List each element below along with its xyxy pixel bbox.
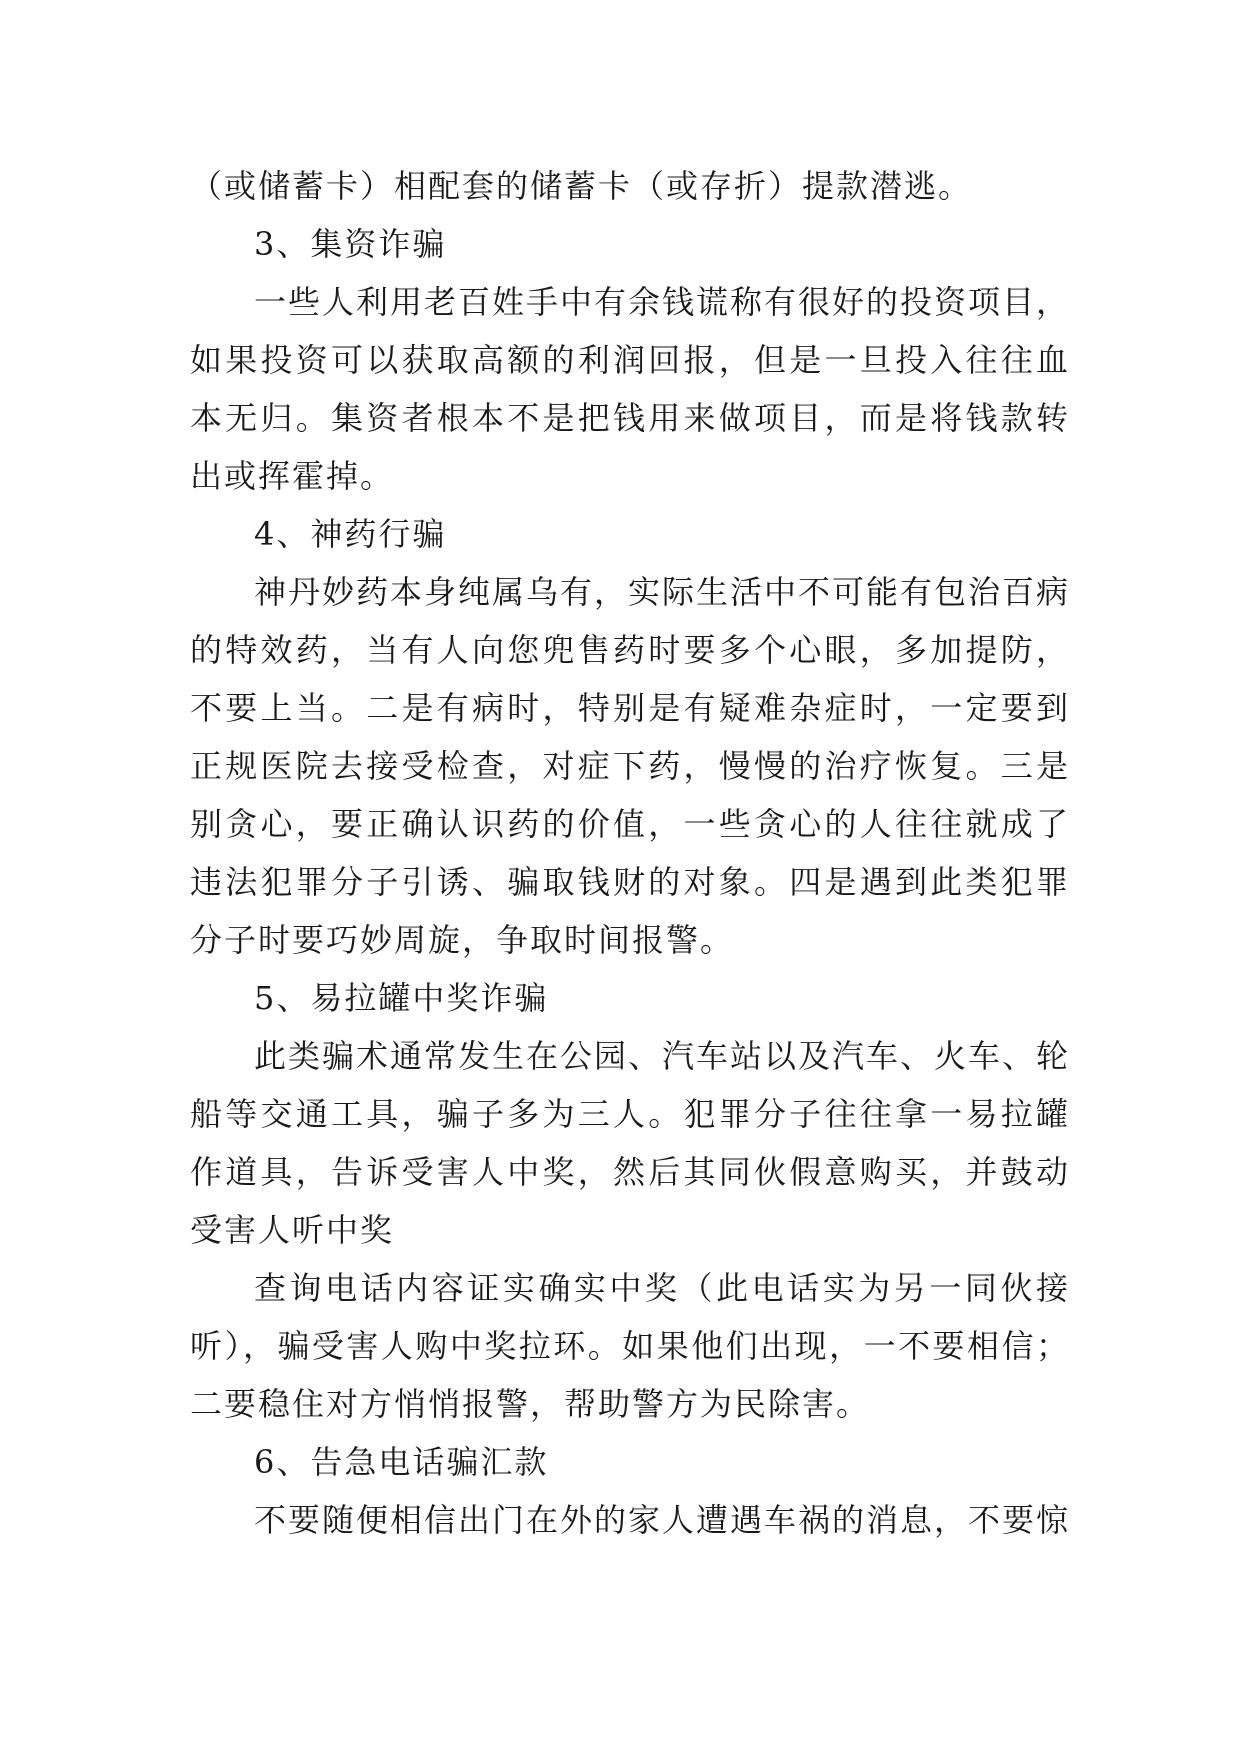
paragraph-can-prize-verification: 查询电话内容证实确实中奖（此电话实为另一同伙接听），骗受害人购中奖拉环。如果他们出现，一不要相信；二要稳住对方悄悄报警，帮助警方为民除害。 <box>190 1269 1070 1423</box>
paragraph-emergency-call-fraud: 不要随便相信出门在外的家人遭遇车祸的消息，不要惊 <box>254 1501 1071 1539</box>
section-heading-5: 5、易拉罐中奖诈骗 <box>254 979 549 1017</box>
section-heading-4: 4、神药行骗 <box>254 515 447 553</box>
section-heading-3: 3、集资诈骗 <box>254 225 447 263</box>
paragraph-continuation: （或储蓄卡）相配套的储蓄卡（或存折）提款潜逃。 <box>190 167 973 205</box>
paragraph-miracle-drug-fraud: 神丹妙药本身纯属乌有，实际生活中不可能有包治百病的特效药，当有人向您兜售药时要多个心眼，多加提防，不要上当。二是有病时，特别是有疑难杂症时，一定要到正规医院去接受检查，对症下药，慢慢的治疗恢复。三是别贪心，要正确认识药的价值，一些贪心的人往往就成了违法犯罪分子引诱、骗取钱财的对象。四是遇到此类犯罪分子时要巧妙周旋，争取时间报警。 <box>190 573 1071 959</box>
paragraph-fundraising-fraud: 一些人利用老百姓手中有余钱谎称有很好的投资项目，如果投资可以获取高额的利润回报，但是一旦投入往往血本无归。集资者根本不是把钱用来做项目，而是将钱款转出或挥霍掉。 <box>190 283 1071 495</box>
paragraph-can-prize-fraud: 此类骗术通常发生在公园、汽车站以及汽车、火车、轮船等交通工具，骗子多为三人。犯罪分子往往拿一易拉罐作道具，告诉受害人中奖，然后其同伙假意购买，并鼓动受害人听中奖 <box>190 1037 1071 1249</box>
document-body <box>190 157 1070 1549</box>
section-heading-6: 6、告急电话骗汇款 <box>254 1443 549 1481</box>
